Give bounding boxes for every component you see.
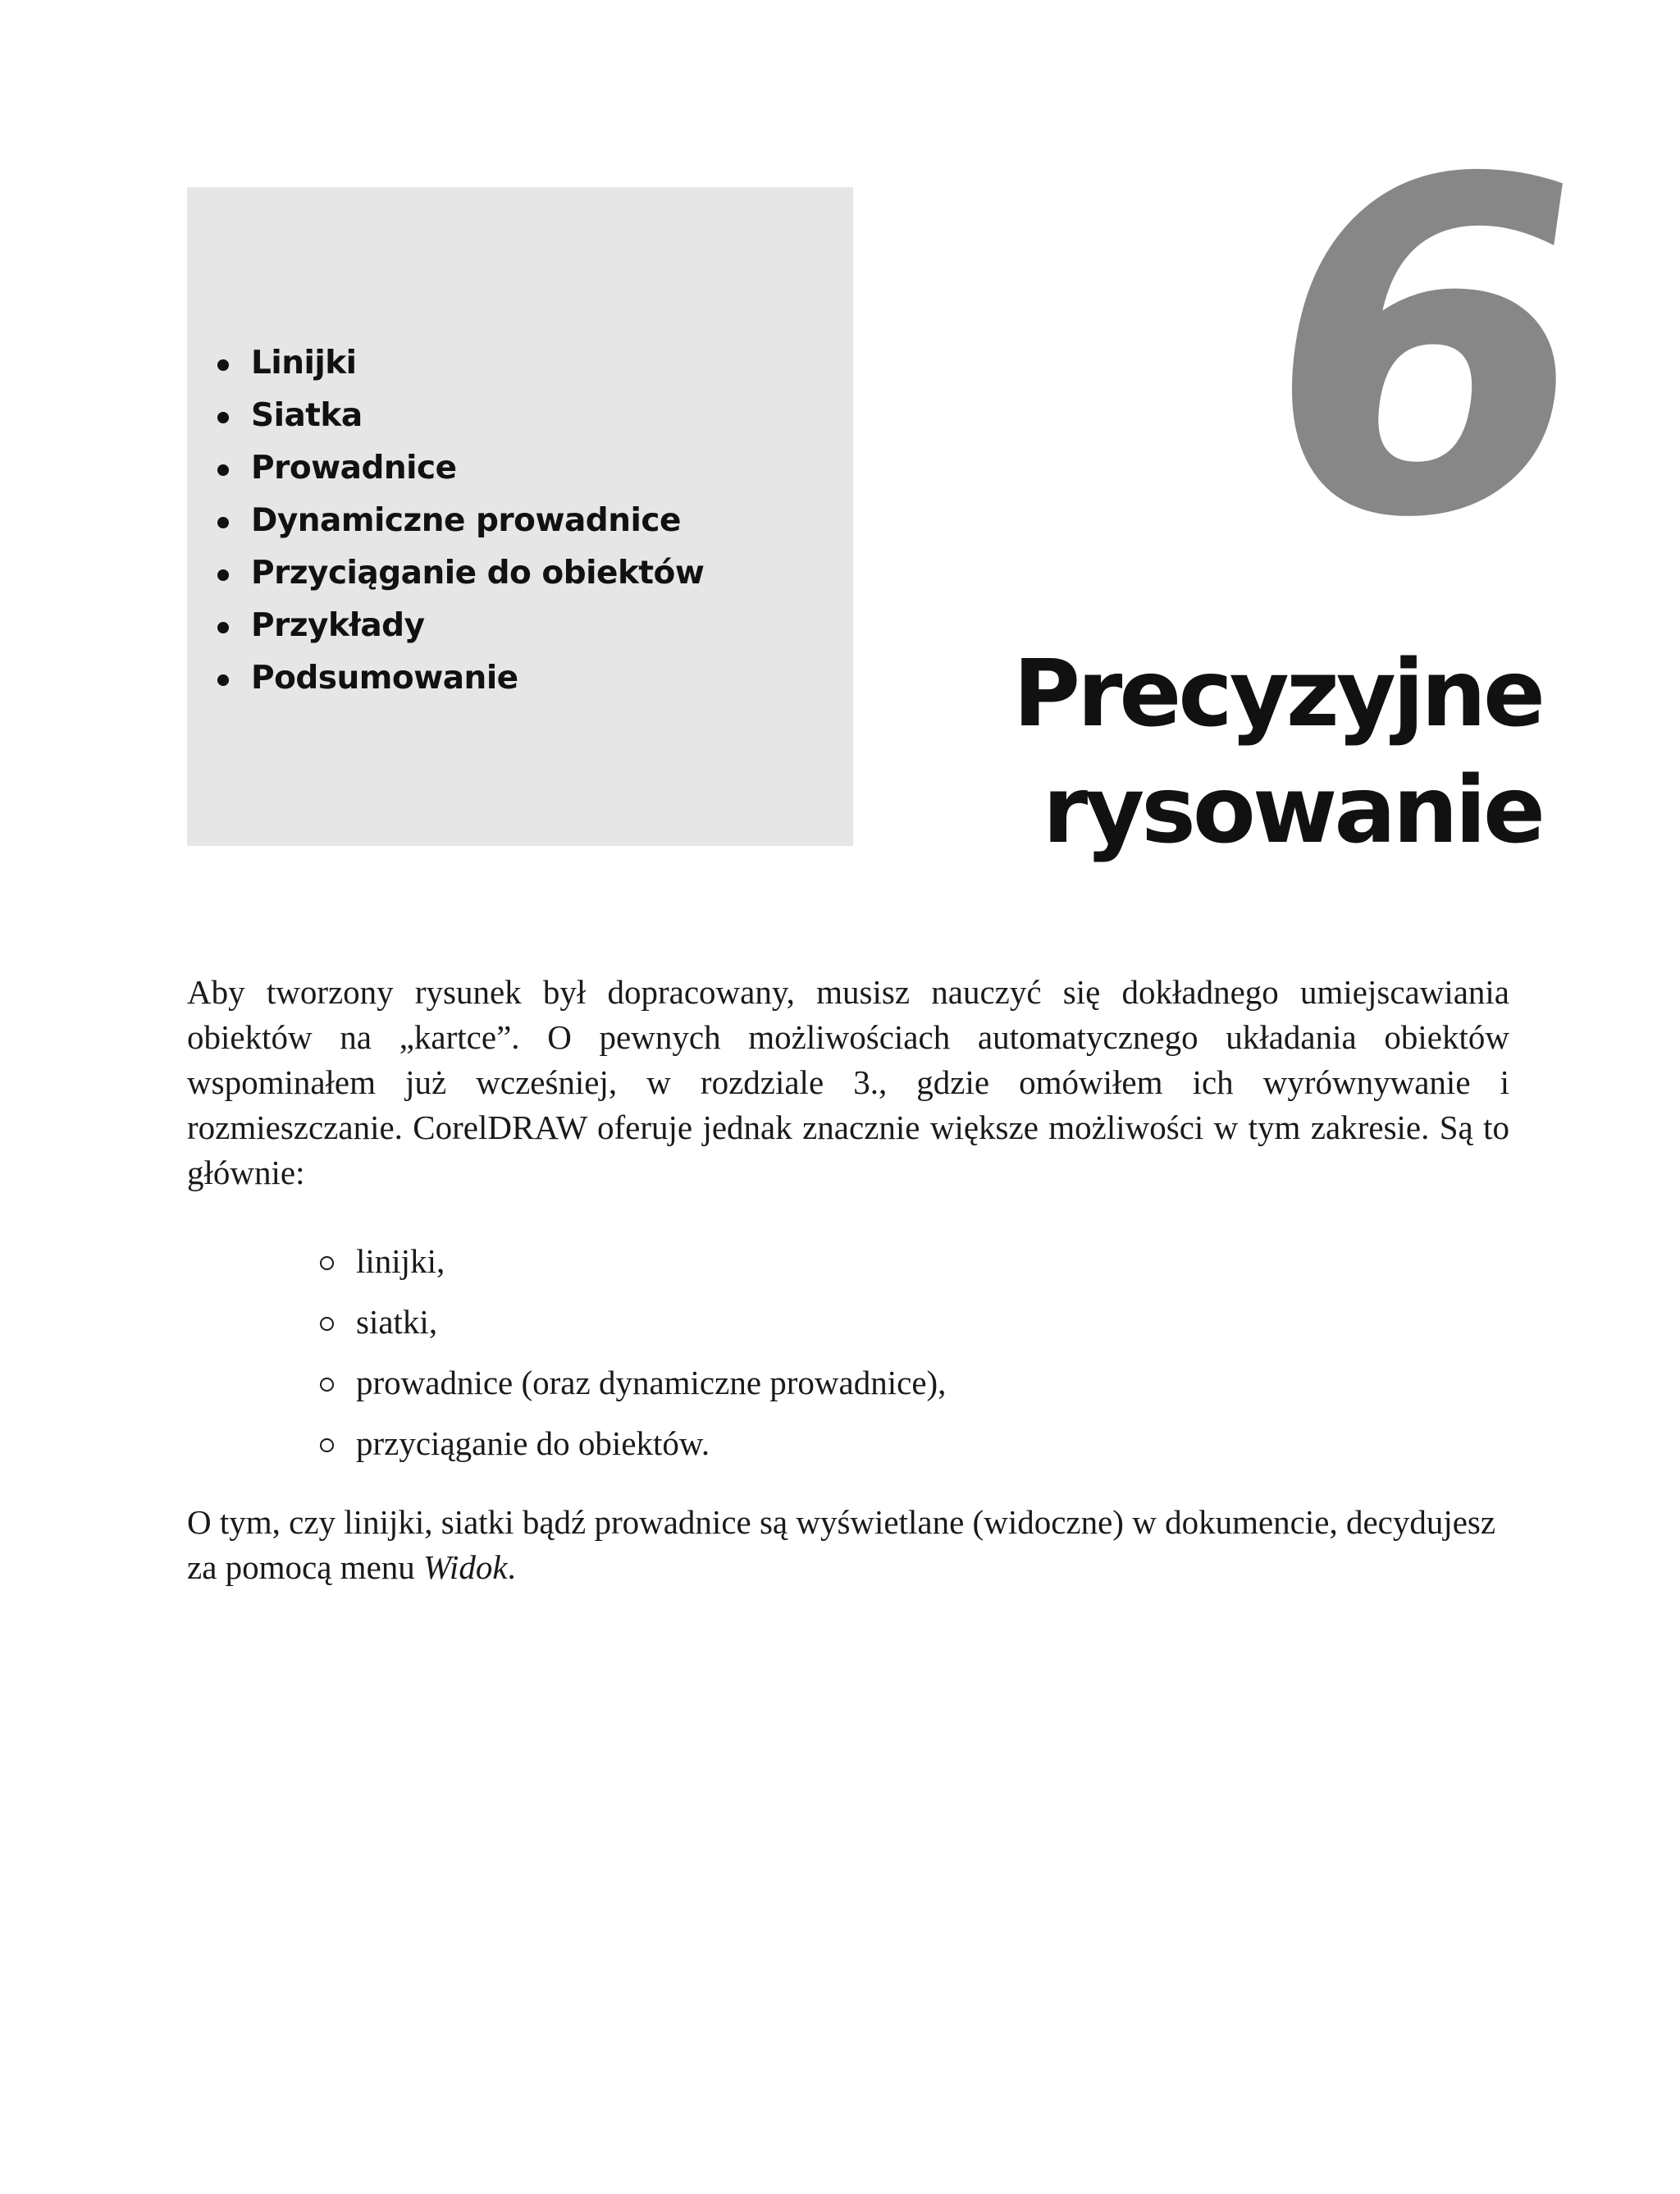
tools-list-item: prowadnice (oraz dynamiczne prowadnice),: [320, 1352, 946, 1413]
contents-item: Linijki: [216, 337, 704, 390]
chapter-contents-box: [187, 187, 853, 846]
menu-name-widok: Widok: [423, 1548, 508, 1586]
chapter-title-line-1: Precyzyjne: [1013, 641, 1542, 747]
tools-list-item: linijki,: [320, 1231, 946, 1291]
tools-list: [320, 1231, 946, 1474]
outro-text-start: O tym, czy linijki, siatki bądź prowadnice są wyświetlane (widoczne) w dokumencie, decydujesz za pomocą menu: [187, 1503, 1496, 1586]
contents-item: Prowadnice: [216, 442, 704, 495]
chapter-title-line-2: rysowanie: [1043, 757, 1542, 864]
contents-item: Dynamiczne prowadnice: [216, 495, 704, 547]
contents-item: Przyciąganie do obiektów: [216, 547, 704, 600]
contents-item: Podsumowanie: [216, 652, 704, 705]
outro-paragraph: [187, 1500, 1509, 1590]
tools-list-item: siatki,: [320, 1291, 946, 1352]
intro-paragraph: Aby tworzony rysunek był dopracowany, musisz nauczyć się dokładnego umiejscawiania obiektów na „kartce”. O pewnych możliwościach automatycznego układania obiektów wspominałem już wcześniej, w rozdziale 3., gdzie omówiłem ich wyrównywanie i rozmieszczanie. CorelDRAW oferuje jednak znacznie większe możliwości w tym zakresie. Są to głównie:: [187, 973, 1509, 1191]
chapter-title: [919, 636, 1542, 869]
contents-item: Przykłady: [216, 600, 704, 652]
tools-list-item: przyciąganie do obiektów.: [320, 1413, 946, 1474]
chapter-number: 6: [1228, 84, 1616, 619]
outro-text-end: .: [507, 1548, 516, 1586]
chapter-contents-list: [216, 337, 704, 705]
contents-item: Siatka: [216, 390, 704, 442]
